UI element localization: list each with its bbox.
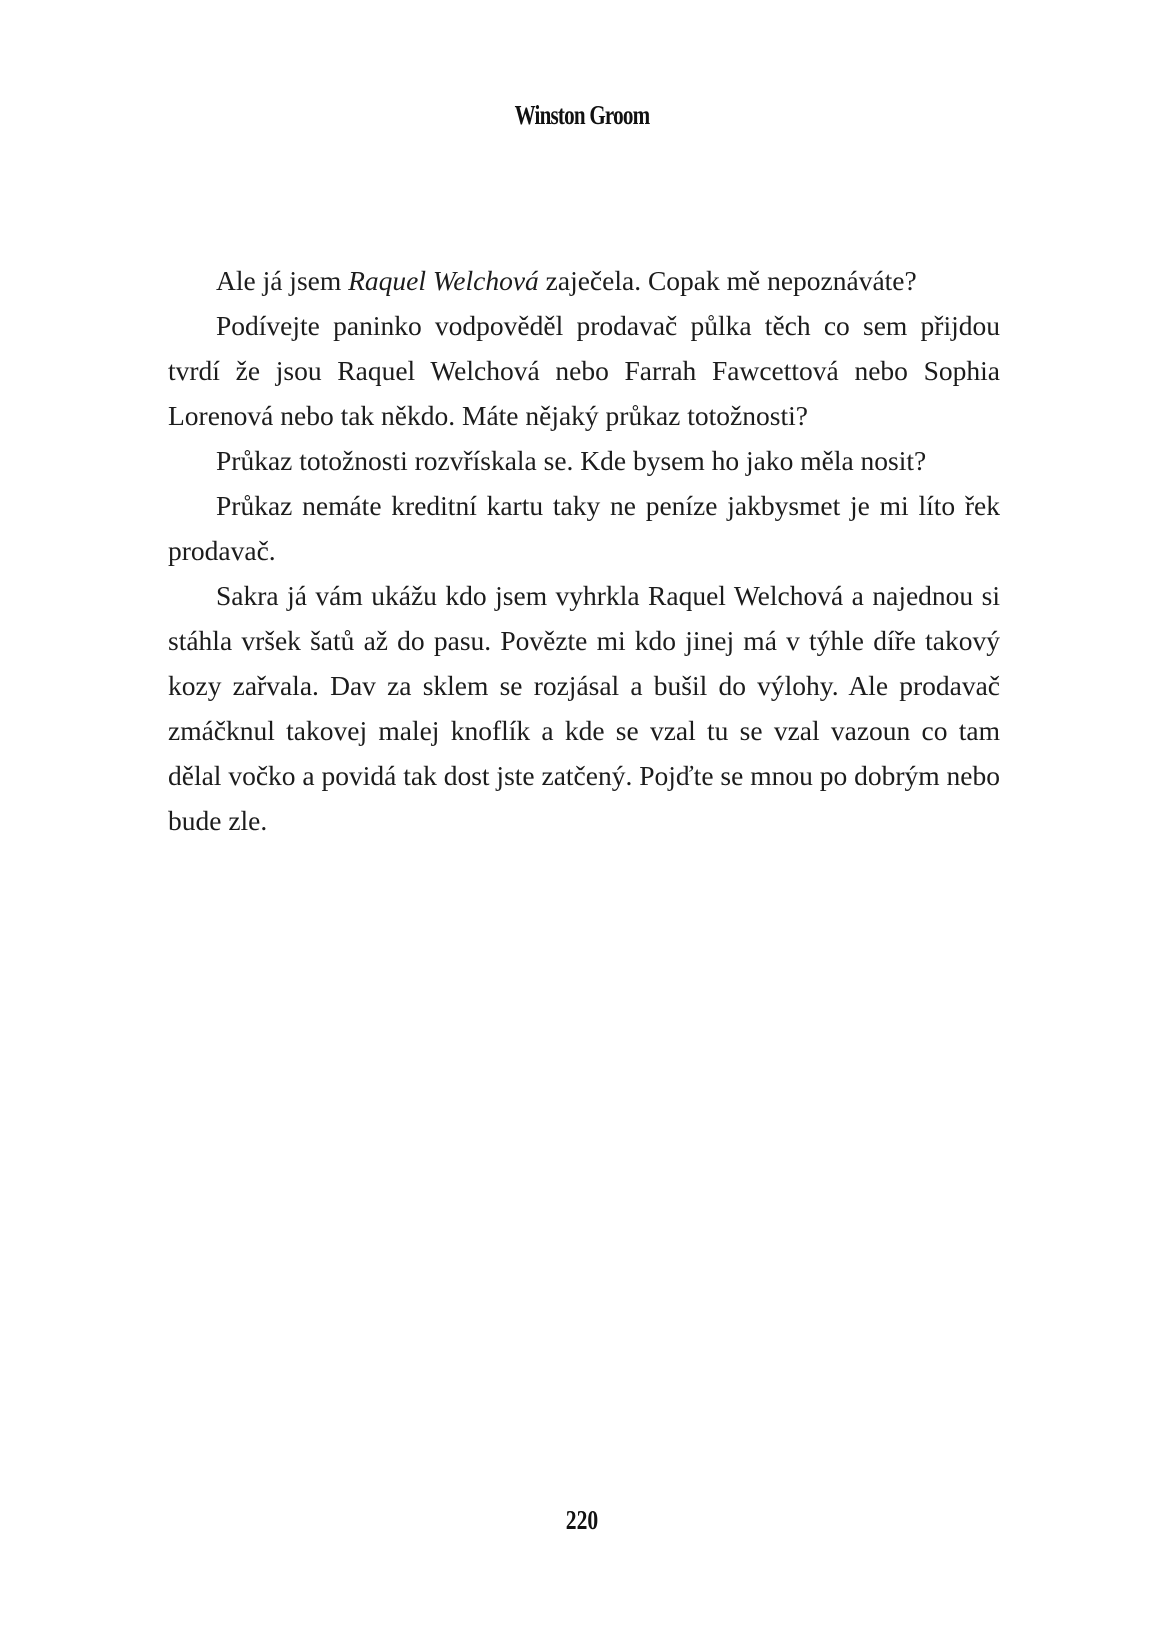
italic-name: Raquel Welchová <box>348 265 539 296</box>
paragraph <box>168 258 1000 303</box>
paragraph-text: Ale já jsem <box>216 265 349 296</box>
body-text <box>168 258 1000 843</box>
paragraph: Podívejte paninko vodpověděl prodavač půlka těch co sem přijdou tvrdí že jsou Raquel Welchová nebo Farrah Fawcettová nebo Sophia Lorenová nebo tak někdo. Máte nějaký průkaz totožnosti? <box>168 310 1000 431</box>
page-number: 220 <box>565 1505 599 1535</box>
paragraph-text: zaječela. Copak mě nepoznáváte? <box>538 265 917 296</box>
paragraph: Sakra já vám ukážu kdo jsem vyhrkla Raquel Welchová a najednou si stáhla vršek šatů až do pasu. Povězte mi kdo jinej má v týhle díře takový kozy zařvala. Dav za sklem se rozjásal a bušil do výlohy. Ale prodavač zmáčknul takovej malej knoflík a kde se vzal tu se vzal vazoun co tam dělal vočko a povidá tak dost jste zatčený. Pojďte se mnou po dobrým nebo bude zle. <box>168 580 1000 836</box>
paragraph: Průkaz nemáte kreditní kartu taky ne peníze jakbysmet je mi líto řek prodavač. <box>168 490 1000 566</box>
paragraph: Průkaz totožnosti rozvřískala se. Kde bysem ho jako měla nosit? <box>216 445 927 476</box>
running-head-author: Winston Groom <box>514 100 650 130</box>
